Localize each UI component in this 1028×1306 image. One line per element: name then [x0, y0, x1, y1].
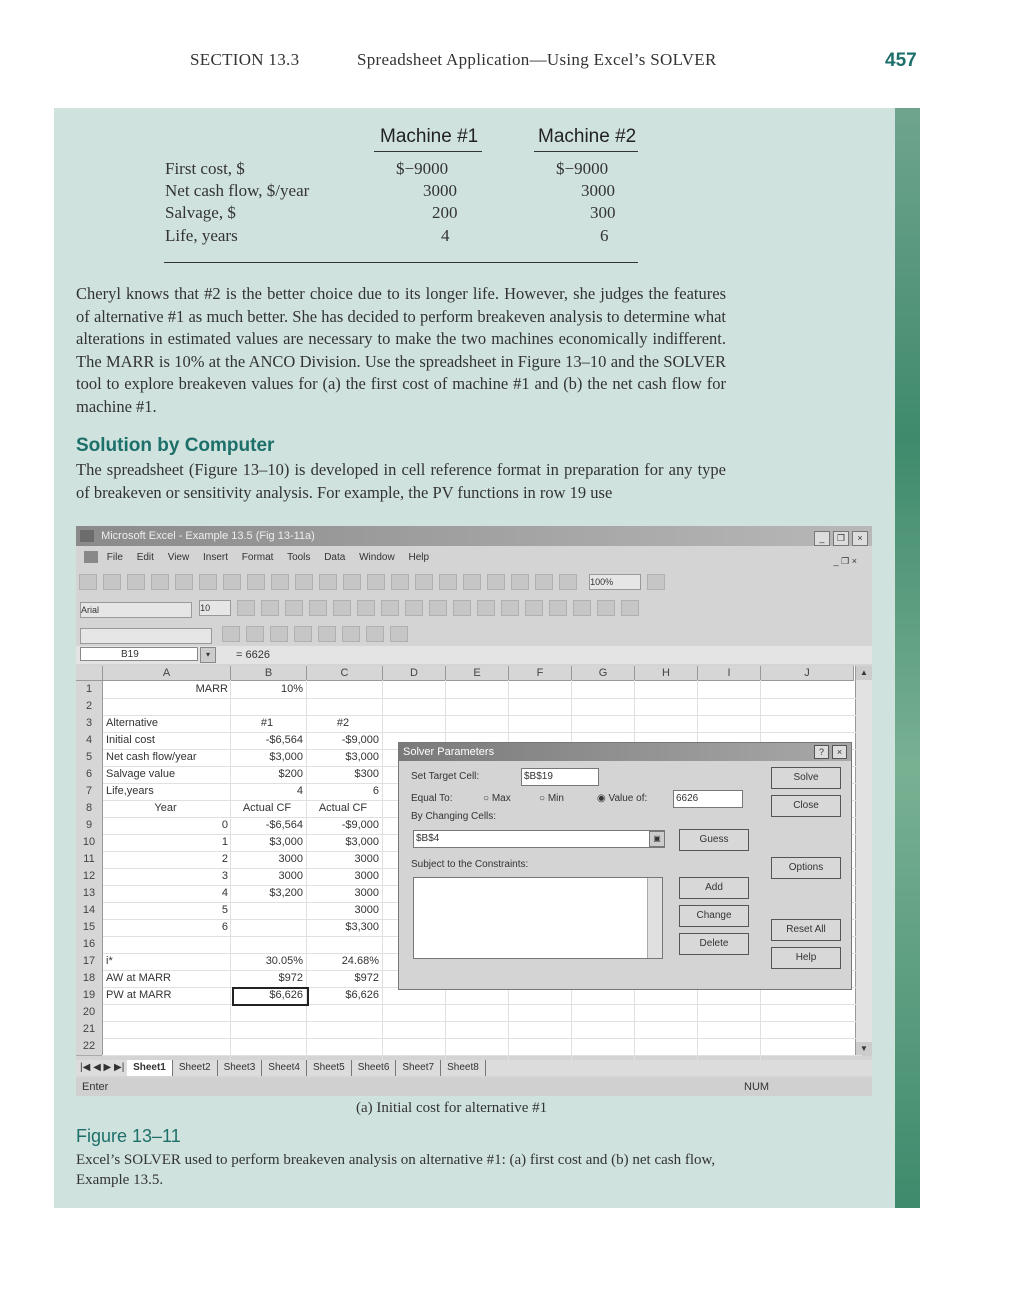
cell-b[interactable]: $3,200 [269, 887, 303, 899]
format-painter-icon[interactable] [295, 574, 313, 590]
excel-title-bar [76, 526, 872, 546]
sheet-tab[interactable]: Sheet6 [352, 1060, 397, 1076]
sheet-tab[interactable]: Sheet3 [218, 1060, 263, 1076]
col-header-e[interactable]: E [446, 666, 509, 681]
row-header[interactable]: 8 [76, 800, 103, 818]
menu-tools[interactable]: Tools [287, 552, 311, 563]
header-rule-1 [374, 151, 482, 152]
col-header-h[interactable]: H [635, 666, 698, 681]
add-button[interactable]: Add [679, 877, 749, 899]
status-num: NUM [744, 1081, 770, 1093]
min-label: Min [547, 793, 564, 804]
grid-line [102, 1055, 862, 1056]
subfigure-caption: (a) Initial cost for alternative #1 [356, 1100, 548, 1116]
align-left-icon[interactable] [309, 600, 327, 616]
remove-arrows-icon[interactable] [270, 626, 288, 642]
col-header-i[interactable]: I [698, 666, 761, 681]
figure-caption: Excel’s SOLVER used to perform breakeven analysis on alternative #1: (a) first cost and (b) net cash flow, Example 13.5. [76, 1152, 716, 1188]
table-cell: $−9000 [396, 159, 449, 178]
cell-c[interactable]: Actual CF [318, 802, 368, 814]
row-header[interactable]: 13 [76, 885, 103, 903]
font-name-select[interactable]: Arial [80, 602, 192, 618]
menu-format[interactable]: Format [241, 552, 274, 563]
sheet-tab[interactable]: Sheet4 [262, 1060, 307, 1076]
row-header[interactable]: 18 [76, 970, 103, 988]
percent-icon[interactable] [429, 600, 447, 616]
scroll-down-icon[interactable]: ▼ [856, 1042, 872, 1056]
cell-c[interactable]: $972 [354, 972, 379, 984]
cell-b[interactable]: 30.05% [265, 955, 303, 967]
cell-c[interactable]: $3,000 [345, 836, 379, 848]
solve-button[interactable]: Solve [771, 767, 841, 789]
row-header[interactable]: 3 [76, 715, 103, 733]
align-right-icon[interactable] [357, 600, 375, 616]
comma-icon[interactable] [453, 600, 471, 616]
hyperlink-icon[interactable] [367, 574, 385, 590]
cell-c[interactable]: $3,300 [345, 921, 379, 933]
cell-b[interactable] [231, 919, 303, 936]
sort-asc-icon[interactable] [463, 574, 481, 590]
new-comment-icon[interactable] [318, 626, 336, 642]
row-header[interactable]: 11 [76, 851, 103, 869]
standard-toolbar [76, 570, 872, 594]
table-row-label: Net cash flow, $/year [165, 181, 310, 200]
table-cell: 4 [441, 226, 450, 245]
menu-edit[interactable]: Edit [136, 552, 154, 563]
cell-c[interactable]: $6,626 [345, 989, 379, 1001]
changing-cells-input[interactable]: $B$4 [413, 830, 665, 848]
name-box[interactable]: B19 [80, 647, 198, 661]
cell-a[interactable]: Alternative [106, 717, 158, 729]
table-cell: $−9000 [556, 159, 609, 178]
cell-a[interactable]: 4 [221, 887, 228, 899]
merge-center-icon[interactable] [381, 600, 399, 616]
row-header[interactable]: 16 [76, 936, 103, 954]
body-paragraph-2: The spreadsheet (Figure 13–10) is developed in cell reference format in preparation for any type of breakeven or sensitivity analysis. For example, the PV functions in row 19 use [76, 460, 726, 502]
undo-icon[interactable] [319, 574, 337, 590]
solver-title: Solver Parameters [403, 746, 495, 758]
toolbar-select[interactable] [80, 628, 212, 644]
min-radio[interactable] [539, 793, 564, 804]
cell-a[interactable]: PW at MARR [106, 989, 172, 1001]
max-radio[interactable] [483, 793, 511, 804]
active-cell-b19[interactable] [232, 987, 309, 1006]
circle-invalid-icon[interactable] [342, 626, 360, 642]
cell-c[interactable]: 3000 [354, 870, 379, 882]
auditing-toolbar [76, 622, 872, 646]
row-header[interactable]: 10 [76, 834, 103, 852]
cell-a[interactable]: 0 [221, 819, 228, 831]
chart-wizard-icon[interactable] [511, 574, 529, 590]
solver-title-bar [399, 743, 851, 761]
zoom-select[interactable]: 100% [589, 574, 641, 590]
cell-c[interactable] [307, 698, 379, 715]
web-icon[interactable] [391, 574, 409, 590]
cell-a[interactable]: Net cash flow/year [106, 751, 197, 763]
help-button[interactable]: Help [771, 947, 841, 969]
scroll-up-icon[interactable]: ▲ [856, 666, 872, 680]
page-number: 457 [885, 50, 917, 71]
table-cell: 3000 [581, 181, 615, 200]
cell-b[interactable]: Actual CF [242, 802, 292, 814]
row-header[interactable]: 7 [76, 783, 103, 801]
col-header-j[interactable]: J [761, 666, 854, 681]
cell-c[interactable]: -$9,000 [341, 819, 379, 831]
menu-window[interactable]: Window [359, 552, 395, 563]
cell-c[interactable] [307, 1004, 379, 1021]
cell-b[interactable] [231, 1004, 303, 1021]
sheet-tab[interactable]: Sheet7 [396, 1060, 441, 1076]
workbook-controls[interactable]: _ ❐ × [833, 556, 857, 566]
vertical-scrollbar[interactable] [855, 666, 872, 1056]
excel-window [76, 526, 872, 1096]
increase-decimal-icon[interactable] [477, 600, 495, 616]
workbook-icon[interactable] [84, 551, 98, 563]
table-cell: 300 [590, 203, 616, 222]
col-header-d[interactable]: D [383, 666, 446, 681]
cell-a[interactable]: 1 [221, 836, 228, 848]
cell-a[interactable]: Initial cost [106, 734, 155, 746]
redo-icon[interactable] [343, 574, 361, 590]
row-header[interactable]: 17 [76, 953, 103, 971]
table-cell: 6 [600, 226, 609, 245]
cell-b[interactable]: 4 [296, 785, 303, 797]
row-header[interactable]: 21 [76, 1021, 103, 1039]
status-bar [76, 1078, 872, 1096]
select-all-corner[interactable] [76, 666, 103, 681]
currency-icon[interactable] [405, 600, 423, 616]
cell-c[interactable]: 24.68% [341, 955, 379, 967]
status-mode: Enter [82, 1081, 109, 1093]
col-header-a[interactable]: A [103, 666, 231, 681]
change-button[interactable]: Change [679, 905, 749, 927]
cell-c[interactable] [307, 936, 379, 953]
cell-a[interactable] [106, 698, 228, 715]
trace-error-icon[interactable] [294, 626, 312, 642]
cell-a[interactable]: Life,years [106, 785, 154, 797]
constraints-scrollbar[interactable] [647, 878, 662, 958]
function-icon[interactable] [439, 574, 457, 590]
radio-selected-icon: ◉ [597, 793, 606, 804]
restore-icon[interactable]: ❐ [833, 531, 849, 546]
formula-bar [76, 646, 872, 664]
row-header[interactable]: 2 [76, 698, 103, 716]
table-bottom-rule [164, 262, 638, 263]
value-of-label: Value of: [608, 793, 648, 804]
cell-b[interactable]: $6,626 [269, 989, 303, 1001]
cut-icon[interactable] [223, 574, 241, 590]
decrease-indent-icon[interactable] [525, 600, 543, 616]
menu-bar [76, 548, 872, 568]
section-label: SECTION 13.3 [190, 50, 300, 69]
sheet-tab[interactable]: Sheet2 [173, 1060, 218, 1076]
table-row-label: First cost, $ [165, 159, 245, 178]
menu-file[interactable]: File [106, 552, 123, 563]
excel-logo-icon [80, 530, 94, 542]
cell-b[interactable] [231, 902, 303, 919]
solver-dialog [398, 742, 852, 990]
trace-dependents-icon[interactable] [246, 626, 264, 642]
show-watch-icon[interactable] [390, 626, 408, 642]
options-button[interactable]: Options [771, 857, 841, 879]
cell-c[interactable]: $3,000 [345, 751, 379, 763]
cell-a[interactable]: 5 [221, 904, 228, 916]
decorative-edge-bar [895, 108, 920, 1208]
row-header[interactable]: 5 [76, 749, 103, 767]
constraints-label: Subject to the Constraints: [411, 859, 529, 870]
borders-icon[interactable] [573, 600, 591, 616]
open-icon[interactable] [103, 574, 121, 590]
menu-help[interactable]: Help [408, 552, 430, 563]
reset-all-button[interactable]: Reset All [771, 919, 841, 941]
close-icon[interactable]: × [852, 531, 868, 546]
cell-a[interactable]: MARR [195, 683, 228, 695]
target-cell-input[interactable]: $B$19 [521, 768, 599, 786]
map-icon[interactable] [535, 574, 553, 590]
grid-line [382, 680, 383, 1060]
paste-icon[interactable] [271, 574, 289, 590]
align-center-icon[interactable] [333, 600, 351, 616]
row-header[interactable]: 6 [76, 766, 103, 784]
copy-icon[interactable] [247, 574, 265, 590]
body-paragraph-1: Cheryl knows that #2 is the better choice due to its longer life. However, she judges the features of alternative #1 as much better. She has decided to perform breakeven analysis to determine what alterations in estimated values are necessary to make the two machines economically indifferent. The MARR is 10% at the ANCO Division. Use the spreadsheet in Figure 13–10 and the SOLVER tool to explore breakeven values for (a) the first cost of machine #1 and (b) the net cash flow for machine #1. [76, 284, 726, 416]
table-cell: 3000 [423, 181, 457, 200]
table-row-label: Life, years [165, 226, 238, 245]
cell-c[interactable]: #2 [336, 717, 350, 729]
cell-a[interactable]: i* [106, 955, 113, 967]
delete-button[interactable]: Delete [679, 933, 749, 955]
autosum-icon[interactable] [415, 574, 433, 590]
spell-icon[interactable] [199, 574, 217, 590]
help-question-icon[interactable]: ? [814, 745, 829, 759]
running-title: Spreadsheet Application—Using Excel’s SOLVER [357, 50, 717, 69]
sheet-tab[interactable]: Sheet8 [441, 1060, 486, 1076]
cell-b[interactable]: 10% [280, 683, 303, 695]
value-of-radio[interactable] [597, 793, 647, 804]
col-header-g[interactable]: G [572, 666, 635, 681]
font-color-icon[interactable] [621, 600, 639, 616]
changing-cells-label: By Changing Cells: [411, 811, 497, 822]
cell-a[interactable]: Year [154, 802, 177, 814]
cell-a[interactable] [106, 1038, 228, 1055]
cell-b[interactable]: $3,000 [269, 836, 303, 848]
clear-circles-icon[interactable] [366, 626, 384, 642]
cell-b[interactable]: $200 [278, 768, 303, 780]
formatting-toolbar [76, 596, 872, 620]
increase-indent-icon[interactable] [549, 600, 567, 616]
figure-label: Figure 13–11 [76, 1126, 181, 1146]
radio-empty-icon: ○ [483, 793, 490, 804]
row-header[interactable]: 9 [76, 817, 103, 835]
grid-line [230, 680, 231, 1060]
row-header[interactable]: 22 [76, 1038, 103, 1056]
cell-c[interactable]: 3000 [354, 887, 379, 899]
cell-c[interactable]: -$9,000 [341, 734, 379, 746]
cell-c[interactable] [307, 681, 379, 698]
cell-b[interactable] [231, 1038, 303, 1055]
max-label: Max [491, 793, 511, 804]
formula-content[interactable]: = 6626 [236, 649, 270, 661]
cell-c[interactable] [307, 1021, 379, 1038]
radio-empty-icon: ○ [539, 793, 546, 804]
cell-b[interactable] [231, 698, 303, 715]
tab-scroll-icons[interactable]: |◀ ◀ ▶ ▶| [80, 1062, 125, 1073]
name-box-dropdown-icon[interactable]: ▾ [200, 647, 216, 663]
sheet-tab[interactable]: Sheet1 [127, 1060, 173, 1076]
cell-b[interactable]: 3000 [278, 870, 303, 882]
cell-c[interactable]: 3000 [354, 853, 379, 865]
cell-b[interactable]: #1 [260, 717, 274, 729]
font-size-select[interactable]: 10 [199, 600, 231, 616]
cell-c[interactable]: $300 [354, 768, 379, 780]
cell-a[interactable]: AW at MARR [106, 972, 171, 984]
minimize-icon[interactable]: _ [814, 531, 830, 546]
cell-a[interactable]: 6 [221, 921, 228, 933]
header-rule-2 [534, 151, 638, 152]
cell-a[interactable]: Salvage value [106, 768, 176, 780]
cell-c[interactable] [307, 1038, 379, 1055]
solution-heading: Solution by Computer [76, 435, 275, 456]
decrease-decimal-icon[interactable] [501, 600, 519, 616]
sheet-tab[interactable]: Sheet5 [307, 1060, 352, 1076]
cell-b[interactable]: $972 [278, 972, 303, 984]
col-header-machine-2: Machine #2 [538, 126, 637, 147]
guess-button[interactable]: Guess [679, 829, 749, 851]
row-header[interactable]: 15 [76, 919, 103, 937]
sort-desc-icon[interactable] [487, 574, 505, 590]
col-header-c[interactable]: C [307, 666, 383, 681]
value-of-input[interactable]: 6626 [673, 790, 743, 808]
row-header[interactable]: 12 [76, 868, 103, 886]
equal-to-label: Equal To: [411, 793, 453, 804]
dialog-close-icon[interactable]: × [832, 745, 847, 759]
row-header[interactable]: 14 [76, 902, 103, 920]
cell-b[interactable]: -$6,564 [265, 819, 303, 831]
italic-icon[interactable] [261, 600, 279, 616]
cell-a[interactable]: 2 [221, 853, 228, 865]
constraints-list[interactable] [413, 877, 663, 959]
cell-b[interactable]: $3,000 [269, 751, 303, 763]
cell-b[interactable]: -$6,564 [265, 734, 303, 746]
print-icon[interactable] [151, 574, 169, 590]
row-header[interactable]: 19 [76, 987, 103, 1005]
preview-icon[interactable] [175, 574, 193, 590]
row-header[interactable]: 4 [76, 732, 103, 750]
underline-icon[interactable] [285, 600, 303, 616]
menu-data[interactable]: Data [324, 552, 346, 563]
trace-precedents-icon[interactable] [222, 626, 240, 642]
new-icon[interactable] [79, 574, 97, 590]
col-header-b[interactable]: B [231, 666, 307, 681]
window-title: Microsoft Excel - Example 13.5 (Fig 13-11a) [101, 530, 315, 542]
save-icon[interactable] [127, 574, 145, 590]
target-cell-label: Set Target Cell: [411, 771, 480, 782]
office-assistant-icon[interactable] [647, 574, 665, 590]
cell-c[interactable]: 3000 [354, 904, 379, 916]
cell-a[interactable] [106, 1004, 228, 1021]
table-row-label: Salvage, $ [165, 203, 236, 222]
row-header[interactable]: 1 [76, 681, 103, 699]
cell-a[interactable] [106, 1021, 228, 1038]
col-header-f[interactable]: F [509, 666, 572, 681]
sheet-tab-bar [76, 1060, 872, 1076]
cell-a[interactable]: 3 [221, 870, 228, 882]
window-controls [814, 528, 868, 548]
cell-a[interactable] [106, 936, 228, 953]
col-header-machine-1: Machine #1 [380, 126, 479, 147]
row-header[interactable]: 20 [76, 1004, 103, 1022]
cell-b[interactable] [231, 936, 303, 953]
table-cell: 200 [432, 203, 458, 222]
drawing-icon[interactable] [559, 574, 577, 590]
cell-b[interactable]: 3000 [278, 853, 303, 865]
collapse-dialog-icon[interactable]: ▣ [649, 831, 665, 847]
menu-insert[interactable]: Insert [202, 552, 228, 563]
fill-color-icon[interactable] [597, 600, 615, 616]
close-button[interactable]: Close [771, 795, 841, 817]
cell-c[interactable]: 6 [372, 785, 379, 797]
menu-view[interactable]: View [167, 552, 190, 563]
cell-b[interactable] [231, 1021, 303, 1038]
bold-icon[interactable] [237, 600, 255, 616]
